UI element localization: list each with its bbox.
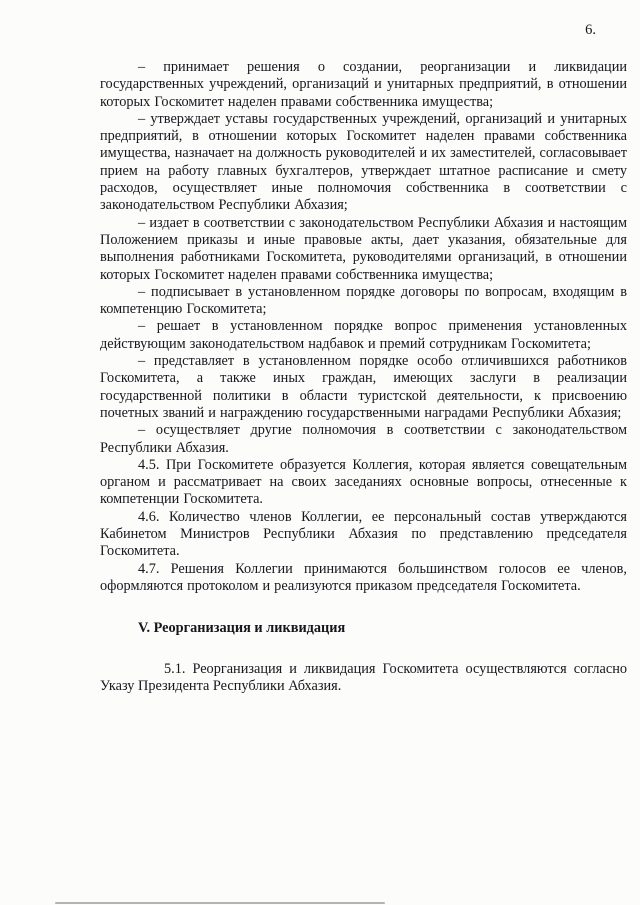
paragraph: 4.7. Решения Коллегии принимаются большинством голосов ее членов, оформляются протоколом и реализуются приказом председателя Госкомитета. <box>100 560 627 594</box>
page-number: 6. <box>585 22 596 38</box>
paragraph: – представляет в установленном порядке особо отличившихся работников Госкомитета, а также иных граждан, имеющих заслуги в реализации государственной политики в области туристской деятельности, к присвоению почетных званий и награждению государственными наградами Республики Абхазия; <box>100 353 627 421</box>
paragraph: – издает в соответствии с законодательством Республики Абхазия и настоящим Положением приказы и иные правовые акты, дает указания, обязательные для выполнения работниками Госкомитета, руководителями организаций, в отношении которых Госкомитет наделен правами собственника имущества; <box>100 214 627 283</box>
paragraph: – подписывает в установленном порядке договоры по вопросам, входящим в компетенцию Госкомитета; <box>100 283 627 318</box>
document-body <box>100 59 627 695</box>
section-heading: V. Реорганизация и ликвидация <box>138 620 346 637</box>
paragraph: 4.6. Количество членов Коллегии, ее персональный состав утверждаются Кабинетом Министров Республики Абхазия по представлению председателя Госкомитета. <box>100 508 627 560</box>
paragraph: 5.1. Реорганизация и ликвидация Госкомитета осуществляются согласно Указу Президента Республики Абхазия. <box>100 660 627 694</box>
scan-edge-artifact <box>55 902 385 904</box>
paragraph: – осуществляет другие полномочия в соответствии с законодательством Республики Абхазия. <box>100 422 627 456</box>
paragraph: 4.5. При Госкомитете образуется Коллегия, которая является совещательным органом и рассматривает на своих заседаниях основные вопросы, отнесенные к компетенции Госкомитета. <box>100 456 627 508</box>
paragraph: – утверждает уставы государственных учреждений, организаций и унитарных предприятий, в отношении которых Госкомитет наделен правами собственника имущества, назначает на должность руководителей и их заместителей, согласовывает прием на работу главных бухгалтеров, утверждает штатное расписание и смету расходов, осуществляет иные полномочия собственника в соответствии с законодательством Республики Абхазия; <box>100 110 627 214</box>
paragraph: – решает в установленном порядке вопрос применения установленных действующим законодательством надбавок и премий сотрудникам Госкомитета; <box>100 318 627 352</box>
paragraph: – принимает решения о создании, реорганизации и ликвидации государственных учреждений, организаций и унитарных предприятий, в отношении которых Госкомитет наделен правами собственника имущества; <box>100 59 627 110</box>
